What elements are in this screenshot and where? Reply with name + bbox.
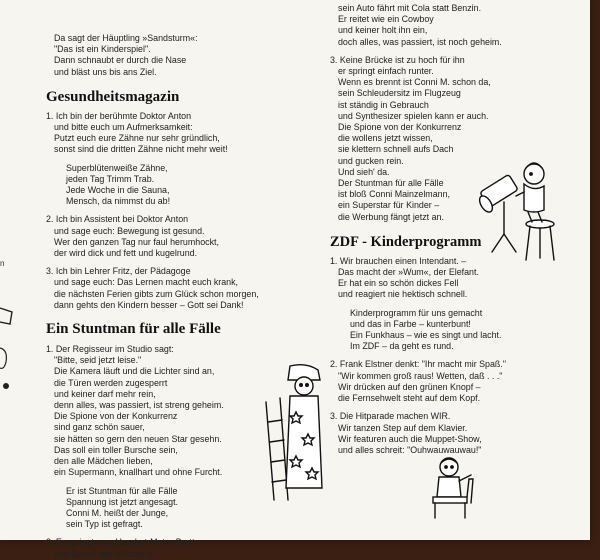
- lyric-line: sind ganz schön sauer,: [54, 422, 145, 433]
- lyric-line: und sage euch: Bewegung ist gesund.: [54, 225, 205, 236]
- lyric-line: die Fernsehwelt steht auf dem Kopf.: [338, 393, 481, 404]
- lyric-line: 3. Die Hitparade machen WIR.: [330, 411, 451, 422]
- lyric-line: und gucken rein.: [338, 155, 404, 166]
- lyric-line: 2. Frank Elstner denkt: "Ihr macht mir Spaß.": [330, 359, 506, 370]
- lyric-line: ist ständig in Gebrauch: [338, 99, 429, 110]
- lyric-line: die nächsten Ferien gibts zum Glück schon morgen,: [54, 288, 259, 299]
- lyric-line: Dann schnaubt er durch die Nase: [54, 55, 187, 66]
- lyric-line: 3. Ich bin Lehrer Fritz, der Pädagoge: [46, 266, 191, 277]
- lyric-line: Wer den ganzen Tag nur faul herumhockt,: [54, 236, 219, 247]
- seated-figure-illustration: [425, 455, 477, 520]
- lyric-line: Wir drücken auf den grünen Knopf –: [338, 381, 481, 392]
- lyric-line: Das macht der »Wum«, der Elefant.: [338, 267, 479, 278]
- verse-3: [46, 266, 316, 311]
- section-heading-stuntman: Ein Stuntman für alle Fälle: [46, 321, 221, 338]
- lyric-line: und bläst uns bis ans Ziel.: [54, 66, 157, 77]
- lyric-line: "Wir kommen groß raus! Wetten, daß . . .": [338, 370, 503, 381]
- lyric-line: sein Typ ist gefragt.: [66, 519, 143, 530]
- lyric-line: und sage euch: Das Lernen macht euch krank,: [54, 277, 239, 288]
- lyric-line: sein Auto fährt mit Cola statt Benzin.: [338, 3, 482, 13]
- lyric-line: sein Schleudersitz im Flugzeug: [338, 88, 461, 99]
- lyric-line: die Türen werden zugesperrt: [54, 377, 168, 388]
- lyric-line: 1. Wir brauchen einen Intendant. –: [330, 255, 467, 266]
- lyric-line: Das soll ein toller Bursche sein,: [54, 444, 178, 455]
- verse-2: [46, 214, 316, 259]
- lyric-line: 2. Ich bin Assistent bei Doktor Anton: [46, 214, 189, 225]
- wizard-ladder-illustration: [262, 362, 324, 502]
- lyric-line: Er ist Stuntman für alle Fälle: [66, 485, 178, 496]
- chorus: [330, 308, 582, 353]
- lyric-line: Wir tanzen Step auf dem Klavier.: [338, 422, 468, 433]
- lyric-line: und keiner darf mehr rein,: [54, 388, 156, 399]
- lyric-line: und Synthesizer spielen kann er auch.: [338, 110, 489, 121]
- lyric-line: Mensch, da nimmst du ab!: [66, 196, 171, 207]
- lyric-line: jeden Tag Trimm Trab.: [66, 173, 155, 184]
- lyric-line: "Bitte, seid jetzt leise.": [54, 355, 142, 366]
- lyric-line: Der Stuntman für alle Fälle: [338, 178, 444, 189]
- lyric-line: Und sieh' da.: [338, 166, 390, 177]
- lyric-line: Ein Funkhaus – wie es singt und lacht.: [350, 330, 502, 341]
- lyric-line: 2. Er springt vom Hundert-Meter-Brett: [46, 537, 195, 548]
- lyric-line: und bitte euch um Aufmerksamkeit:: [54, 122, 193, 133]
- lyric-line: 1. Ich bin der berühmte Doktor Anton: [46, 110, 192, 121]
- lyric-line: Jede Woche in die Sauna,: [66, 185, 170, 196]
- lyric-line: Wenn es brennt ist Conni M. schon da,: [338, 77, 491, 88]
- lyric-line: Im ZDF – da geht es rund.: [350, 341, 454, 352]
- lyric-line: doch alles, was passiert, ist noch geheim.: [338, 36, 502, 47]
- verse-3: [330, 411, 582, 456]
- telescope-figure-illustration: [478, 152, 560, 267]
- lyric-line: sonst sind die dritten Zähne nicht mehr weit!: [54, 144, 228, 155]
- lyric-line: den alle Mädchen lieben,: [54, 456, 153, 467]
- lyric-line: die wollens jetzt wissen,: [338, 133, 433, 144]
- lyric-line: denn alles, was passiert, ist streng geheim.: [54, 400, 224, 411]
- lyric-line: Wir featuren auch die Muppet-Show,: [338, 433, 482, 444]
- lyric-line: die Werbung fängt jetzt an.: [338, 211, 444, 222]
- lyric-line: dann gehts den Kindern besser – Gott sei Dank!: [54, 299, 244, 310]
- intro-stanza: [46, 33, 316, 78]
- lyric-line: Conni M. heißt der Junge,: [66, 507, 169, 518]
- lyric-line: Superblütenweiße Zähne,: [66, 162, 168, 173]
- lyric-line: sie hätten so gern den neuen Star gesehn.: [54, 433, 222, 444]
- lyric-line: Kinderprogramm für uns gemacht: [350, 307, 483, 318]
- lyric-line: Die Spione von der Konkurrenz: [54, 411, 178, 422]
- section-heading-zdf-kinderprogramm: ZDF - Kinderprogramm: [330, 233, 482, 250]
- lyric-line: Spannung ist jetzt angesagt.: [66, 496, 179, 507]
- lyric-line: 1. Der Regisseur im Studio sagt:: [46, 344, 174, 355]
- verse-2: [330, 359, 582, 404]
- lyric-line: sie klettern schnell aufs Dach: [338, 144, 454, 155]
- chorus: [46, 163, 316, 208]
- lyric-line: Die Spione von der Konkurrenz: [338, 122, 462, 133]
- lyric-line: und alles schreit: "Ouhwauwauwau!": [338, 444, 482, 455]
- adjacent-page-fragment: [0, 258, 14, 398]
- lyric-line: der wird dick und fett und kugelrund.: [54, 248, 198, 259]
- lyric-line: Er hat ein so schön dickes Fell: [338, 278, 459, 289]
- lyric-line: und das in Farbe – kunterbunt!: [350, 318, 471, 329]
- lyric-line: Da sagt der Häuptling »Sandsturm«:: [54, 33, 198, 43]
- verse-2: [46, 537, 316, 559]
- lyric-line: Putzt euch eure Zähne nur sehr gründlich,: [54, 133, 220, 144]
- lyric-line: ein Supermann, knallhart und ohne Furcht.: [54, 467, 223, 478]
- lyric-line: ist bloß Conni Mainzelmann,: [338, 189, 450, 200]
- lyric-line: ein Superstar für Kinder –: [338, 200, 440, 211]
- lyric-line: Die Kamera läuft und die Lichter sind an,: [54, 366, 215, 377]
- lyric-line: und lächelt wie Madonna,: [54, 548, 155, 559]
- svg-text:n: n: [0, 259, 5, 268]
- lyric-line: Er reitet wie ein Cowboy: [338, 14, 434, 25]
- lyric-line: und keiner holt ihn ein,: [338, 25, 428, 36]
- lyric-line: und reagiert nie hektisch schnell.: [338, 289, 468, 300]
- section-heading-gesundheitsmagazin: Gesundheitsmagazin: [46, 88, 180, 105]
- lyric-line: er springt einfach runter.: [338, 66, 434, 77]
- lyric-line: 3. Keine Brücke ist zu hoch für ihn: [330, 54, 465, 65]
- verse-1: [46, 111, 316, 156]
- lyric-line: "Das ist ein Kinderspiel".: [54, 44, 151, 55]
- verse-2-continued: [330, 3, 582, 48]
